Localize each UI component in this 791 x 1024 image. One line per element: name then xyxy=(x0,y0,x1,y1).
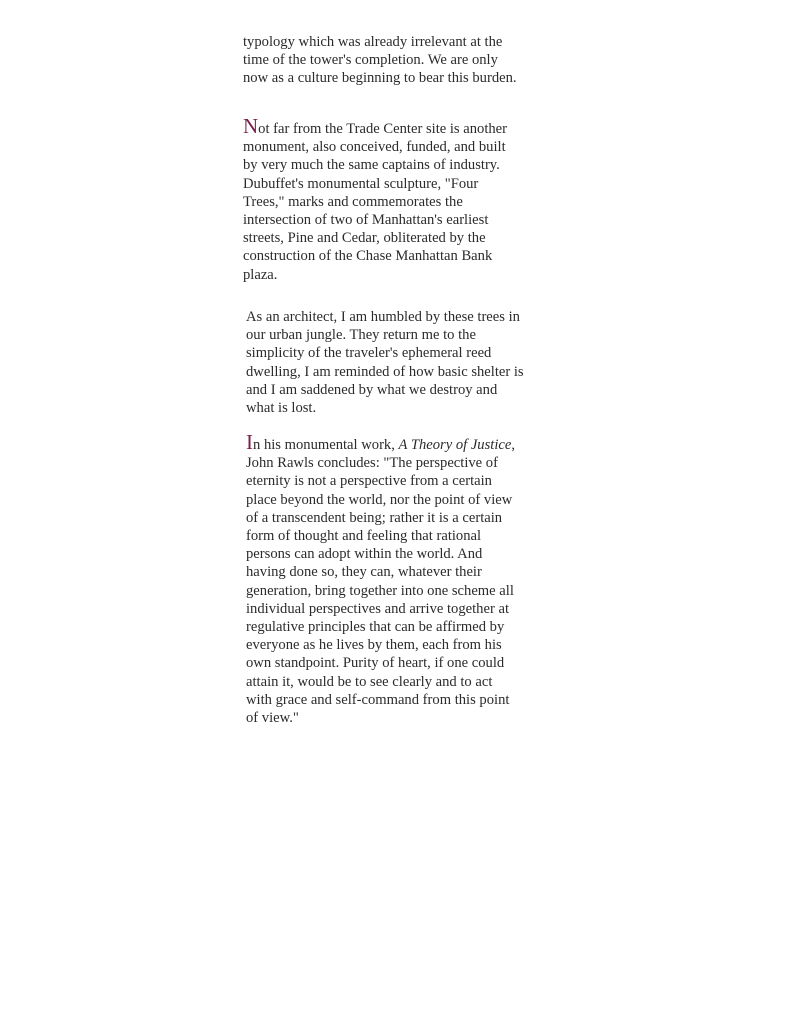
first-line-punct: , xyxy=(511,437,515,453)
text-line: persons can adopt within the world. And xyxy=(246,546,483,563)
text-line-first xyxy=(246,430,515,454)
text-line: everyone as he lives by them, each from his xyxy=(246,637,502,654)
paragraph-trade-center xyxy=(243,114,508,284)
text-line: what is lost. xyxy=(246,400,317,417)
text-line: and I am saddened by what we destroy and xyxy=(246,381,498,398)
text-line: form of thought and feeling that rational xyxy=(246,528,482,545)
text-line: Trees," marks and commemorates the xyxy=(243,193,463,210)
text-line: of view." xyxy=(246,710,299,727)
text-line: simplicity of the traveler's ephemeral reed xyxy=(246,345,492,362)
text-line: generation, bring together into one scheme all xyxy=(246,582,514,599)
text-line: our urban jungle. They return me to the xyxy=(246,327,476,344)
first-line-text: ot far from the Trade Center site is another xyxy=(258,121,508,137)
text-line: monument, also conceived, funded, and built xyxy=(243,139,506,156)
drop-cap: N xyxy=(243,114,259,138)
text-line: As an architect, I am humbled by these trees in xyxy=(246,309,520,325)
text-line: regulative principles that can be affirmed by xyxy=(246,619,505,636)
text-line: intersection of two of Manhattan's earliest xyxy=(243,212,489,229)
text-line: place beyond the world, nor the point of view xyxy=(246,491,513,508)
first-line-text: n his monumental work, xyxy=(253,437,399,453)
paragraph-architect xyxy=(246,308,524,417)
paragraph-rawls-quote xyxy=(246,430,515,727)
text-line: individual perspectives and arrive together at xyxy=(246,600,509,617)
text-line: own standpoint. Purity of heart, if one could xyxy=(246,655,505,672)
book-title: A Theory of Justice xyxy=(398,437,512,453)
text-line: having done so, they can, whatever their xyxy=(246,564,482,581)
text-line: time of the tower's completion. We are only xyxy=(243,52,498,69)
text-line: eternity is not a perspective from a certain xyxy=(246,473,492,490)
text-line: of a transcendent being; rather it is a certain xyxy=(246,509,503,526)
text-line-first xyxy=(243,114,508,138)
text-line: streets, Pine and Cedar, obliterated by the xyxy=(243,230,486,247)
text-line: Dubuffet's monumental sculpture, "Four xyxy=(243,175,479,192)
text-line: John Rawls concludes: "The perspective of xyxy=(246,455,498,472)
text-line: now as a culture beginning to bear this burden. xyxy=(243,70,517,87)
text-line: dwelling, I am reminded of how basic shelter is xyxy=(246,363,524,380)
text-line: attain it, would be to see clearly and to act xyxy=(246,673,493,690)
text-line: plaza. xyxy=(243,266,278,283)
drop-cap: I xyxy=(246,430,253,454)
paragraph-typology xyxy=(243,33,517,88)
text-line: typology which was already irrelevant at the xyxy=(243,34,503,50)
text-line: construction of the Chase Manhattan Bank xyxy=(243,248,493,265)
text-line: with grace and self-command from this point xyxy=(246,691,510,708)
text-line: by very much the same captains of industry. xyxy=(243,157,500,174)
